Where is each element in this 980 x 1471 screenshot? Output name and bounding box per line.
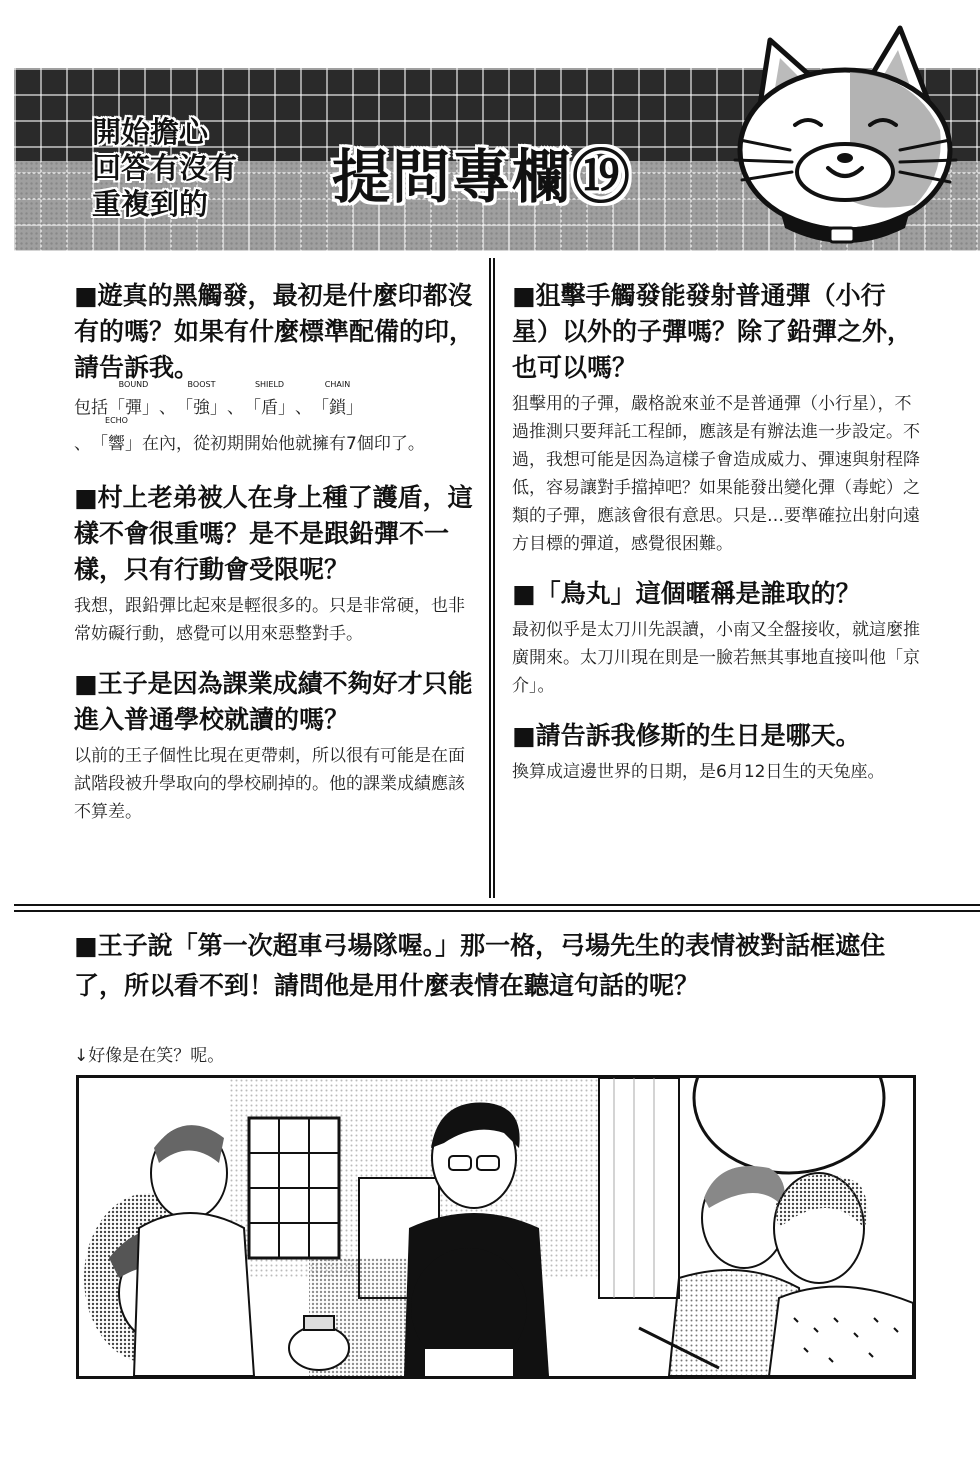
ruby-gloss: BOOST <box>187 380 216 389</box>
question-heading: ■「鳥丸」這個暱稱是誰取的？ <box>512 579 861 608</box>
ruby-base: 「鎖」 <box>312 398 363 418</box>
separator: 、 <box>159 398 176 418</box>
question-heading: ■王子說「第一次超車弓場隊喔。」那一格，弓場先生的表情被對話框遮住了，所以看不到！請問他是用什麼表情在聽這句話的呢？ <box>74 931 886 1000</box>
answer-text: 換算成這邊世界的日期，是6月12日生的天兔座。 <box>512 762 885 782</box>
tagline-line: 開始擔心 <box>92 115 209 149</box>
ruby-term <box>312 380 363 426</box>
answer-text <box>74 380 480 462</box>
section-divider <box>14 904 980 912</box>
ruby-base: 「彈」 <box>108 398 159 418</box>
ruby-base: 「盾」 <box>244 398 295 418</box>
ruby-term <box>176 380 227 426</box>
ruby-gloss: BOUND <box>118 380 149 389</box>
tagline-line: 回答有沒有 <box>92 151 238 185</box>
ruby-term <box>91 416 142 462</box>
column-title: 提問專欄⑲ <box>332 143 633 211</box>
ruby-gloss: CHAIN <box>324 380 351 389</box>
answer-text: 最初似乎是太刀川先誤讀，小南又全盤接收，就這麼推廣開來。太刀川現在則是一臉若無其事地直接叫他「京介」。 <box>512 620 920 696</box>
answer-text: 狙擊用的子彈，嚴格說來並不是普通彈（小行星），不過推測只要拜託工程師，應該是有辦法進一步設定。不過，我想可能是因為這樣子會造成威力、彈速與射程降低，容易讓對手擋掉吧？如果能發出變化彈（毒蛇）之類的子彈，應該會很有意思。只是…要準確拉出射向遠方目標的彈道，感覺很困難。 <box>512 394 920 554</box>
left-column <box>74 278 480 844</box>
answer-prefix: 包括 <box>74 398 108 418</box>
tagline-line: 重複到的 <box>92 187 209 221</box>
ruby-base: 「強」 <box>176 398 227 418</box>
panel-caption: ↓好像是在笑？呢。 <box>74 1046 225 1066</box>
column-divider <box>489 258 495 898</box>
header-tagline <box>92 114 272 222</box>
question-heading: ■請告訴我修斯的生日是哪天。 <box>512 721 861 750</box>
ruby-term <box>244 380 295 426</box>
separator: 、 <box>74 434 91 454</box>
ruby-gloss: SHIELD <box>254 380 285 389</box>
right-column <box>512 278 922 804</box>
ruby-base: 「響」 <box>91 434 142 454</box>
answer-text: 我想，跟鉛彈比起來是輕很多的。只是非常硬，也非常妨礙行動，感覺可以用來惡整對手。 <box>74 596 465 644</box>
answer-text: 以前的王子個性比現在更帶刺，所以很有可能是在面試階段被升學取向的學校刷掉的。他的課業成績應該不算差。 <box>74 746 465 822</box>
separator: 、 <box>295 398 312 418</box>
question-heading: ■狙擊手觸發能發射普通彈（小行星）以外的子彈嗎？除了鉛彈之外，也可以嗎？ <box>512 281 913 382</box>
ruby-gloss: ECHO <box>105 416 128 425</box>
cat-mascot-illustration <box>700 0 980 251</box>
question-heading: ■王子是因為課業成績不夠好才只能進入普通學校就讀的嗎？ <box>74 669 473 734</box>
manga-panel-illustration <box>76 1075 916 1379</box>
question-heading: ■遊真的黑觸發，最初是什麼印都沒有的嗎？如果有什麼標準配備的印，請告訴我。 <box>74 281 475 382</box>
manga-panel-art <box>79 1078 913 1376</box>
answer-suffix: 在內，從初期開始他就擁有7個印了。 <box>142 434 425 454</box>
question-heading: ■村上老弟被人在身上種了護盾，這樣不會很重嗎？是不是跟鉛彈不一樣，只有行動會受限呢？ <box>74 483 473 584</box>
separator: 、 <box>227 398 244 418</box>
